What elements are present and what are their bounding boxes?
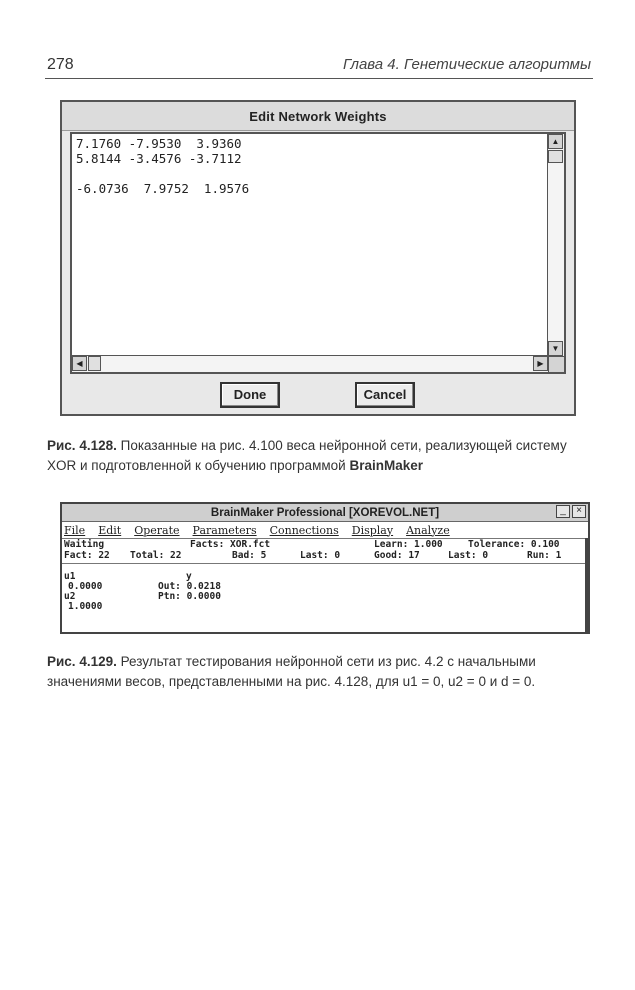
weights-content[interactable] — [76, 136, 544, 354]
page-number: 278 — [47, 56, 74, 73]
input-u2-value: 1.0000 — [68, 601, 103, 612]
figure-128-caption-label: Рис. 4.128. — [47, 438, 117, 453]
page-header — [0, 0, 635, 90]
header-rule — [45, 78, 593, 79]
brainmaker-titlebar[interactable] — [62, 504, 588, 522]
figure-129-caption-label: Рис. 4.129. — [47, 654, 117, 669]
figure-128-caption — [47, 436, 590, 476]
scroll-down-arrow-icon[interactable]: ▼ — [548, 341, 563, 356]
window-right-edge — [585, 538, 588, 632]
menu-parameters[interactable]: Parameters — [192, 523, 257, 537]
output-y-label: y — [186, 571, 192, 582]
chapter-title: Глава 4. Генетические алгоритмы — [342, 56, 591, 73]
dialog-title: Edit Network Weights — [249, 108, 387, 124]
figure-128-caption-text: Показанные на рис. 4.100 веса нейронной сети, реализующей систему XOR и подготовленной к обучению программой — [47, 438, 567, 473]
brainmaker-status-area — [62, 539, 588, 564]
edit-network-weights-dialog — [60, 100, 576, 416]
status-bad: Bad: 5 — [232, 550, 267, 561]
status-facts: Facts: XOR.fct — [190, 539, 271, 550]
brainmaker-menubar — [62, 522, 588, 539]
close-icon[interactable]: × — [572, 505, 586, 518]
input-u1-value: 0.0000 — [68, 581, 103, 592]
status-last: Last: 0 — [300, 550, 341, 561]
menu-analyze[interactable]: Analyze — [406, 523, 450, 537]
dialog-titlebar[interactable] — [62, 102, 574, 131]
menu-operate[interactable]: Operate — [134, 523, 180, 537]
done-button[interactable]: Done — [220, 382, 280, 408]
scroll-left-arrow-icon[interactable]: ◀ — [72, 356, 87, 371]
figure-128-caption-program: BrainMaker — [349, 458, 423, 473]
figure-129-caption — [47, 652, 590, 692]
scroll-thumb[interactable] — [548, 150, 563, 163]
figure-129-caption-text: Результат тестирования нейронной сети из рис. 4.2 с начальными значениями весов, представленными на рис. 4.128, для u1 = 0, u2 = 0 и d = 0. — [47, 654, 536, 689]
menu-connections[interactable]: Connections — [269, 523, 339, 537]
vertical-scrollbar[interactable] — [547, 134, 564, 356]
status-run: Run: 1 — [527, 550, 562, 561]
weights-text-area[interactable] — [70, 132, 566, 374]
weight-row: 7.1760 -7.9530 3.9360 — [76, 136, 242, 151]
status-state: Waiting — [64, 539, 105, 550]
menu-edit[interactable]: Edit — [98, 523, 122, 537]
output-out-value: Out: 0.0218 — [158, 581, 221, 592]
status-tolerance: Tolerance: 0.100 — [468, 539, 560, 550]
horizontal-scrollbar[interactable] — [72, 355, 548, 372]
status-good: Good: 17 — [374, 550, 420, 561]
status-fact: Fact: 22 — [64, 550, 110, 561]
menu-file[interactable]: File — [64, 523, 86, 537]
brainmaker-window — [60, 502, 590, 634]
scroll-right-arrow-icon[interactable]: ▶ — [533, 356, 548, 371]
status-learn: Learn: 1.000 — [374, 539, 443, 550]
input-u1-label: u1 — [64, 571, 76, 582]
menu-display[interactable]: Display — [351, 523, 394, 537]
weight-row: 5.8144 -3.4576 -3.7112 — [76, 151, 242, 166]
brainmaker-body — [62, 564, 588, 636]
input-u2-label: u2 — [64, 591, 76, 602]
minimize-icon[interactable]: _ — [556, 505, 570, 518]
weight-row — [76, 166, 544, 181]
brainmaker-title: BrainMaker Professional [XOREVOL.NET] — [210, 506, 440, 519]
weight-row: -6.0736 7.9752 1.9576 — [76, 181, 250, 196]
scroll-corner — [548, 356, 564, 372]
status-total: Total: 22 — [130, 550, 182, 561]
output-ptn-value: Ptn: 0.0000 — [158, 591, 221, 602]
scroll-up-arrow-icon[interactable]: ▲ — [548, 134, 563, 149]
cancel-button[interactable]: Cancel — [355, 382, 415, 408]
hscroll-thumb[interactable] — [88, 356, 101, 371]
status-last-2: Last: 0 — [448, 550, 489, 561]
